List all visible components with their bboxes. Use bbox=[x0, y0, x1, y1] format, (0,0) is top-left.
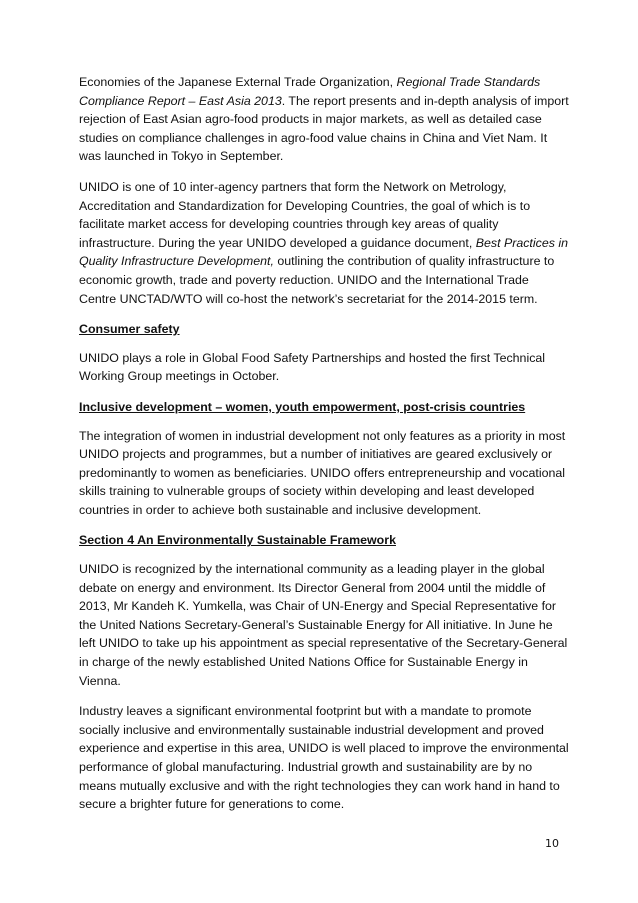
paragraph-industry-footprint: Industry leaves a significant environmental footprint but with a mandate to promote socially inclusive and environmentally sustainable industrial development and proved experience and expertise in this area, UNIDO is well placed to improve the environmental performance of global manufacturing. Industrial growth and sustainability are by no means mutually exclusive and with the right technologies they can work hand in hand to secure a brighter future for generations to come. bbox=[79, 704, 569, 812]
paragraph-metrology-network bbox=[79, 178, 569, 308]
paragraph-jetro-report bbox=[79, 73, 569, 166]
paragraph-text: Economies of the Japanese External Trade Organization, bbox=[79, 75, 397, 89]
heading-inclusive-development: Inclusive development – women, youth empowerment, post-crisis countries bbox=[79, 399, 526, 414]
document-body bbox=[79, 73, 569, 826]
paragraph-text: outlining the contribution of quality infrastructure to economic growth, trade and poverty reduction. UNIDO and the International Trade Centre UNCTAD/WTO will co-host the network’s secretariat for the 2014-2015 term. bbox=[79, 254, 555, 306]
paragraph-women-integration: The integration of women in industrial development not only features as a priority in most UNIDO projects and programmes, but a number of initiatives are geared exclusively or predominantly to women as beneficiaries. UNIDO offers entrepreneurship and vocational skills training to vulnerable groups of society within developing and least developed countries in order to achieve both sustainable and inclusive development. bbox=[79, 428, 566, 517]
heading-section-4: Section 4 An Environmentally Sustainable Framework bbox=[79, 533, 396, 548]
page-number: 10 bbox=[545, 837, 559, 850]
paragraph-food-safety: UNIDO plays a role in Global Food Safety Partnerships and hosted the first Technical Working Group meetings in October. bbox=[79, 350, 546, 384]
paragraph-text: UNIDO is one of 10 inter-agency partners that form the Network on Metrology, Accreditation and Standardization for Developing Countries, the goal of which is to facilitate market access for developing countries through key areas of quality infrastructure. During the year UNIDO developed a guidance document, bbox=[79, 179, 531, 250]
heading-consumer-safety: Consumer safety bbox=[79, 322, 180, 337]
guidance-document-title: Best Practices in Quality Infrastructure Development, bbox=[79, 235, 568, 269]
paragraph-energy-environment: UNIDO is recognized by the international community as a leading player in the global debate on energy and environment. Its Director General from 2004 until the middle of 2013, Mr Kandeh K. Yumkella, was Chair of UN-Energy and Special Representative for the United Nations Secretary-General’s Sustainable Energy for All initiative. In June he left UNIDO to take up his appointment as special representative of the Secretary-General in charge of the newly established United Nations Office for Sustainable Energy in Vienna. bbox=[79, 562, 568, 688]
report-title: Regional Trade Standards Compliance Report – East Asia 2013 bbox=[79, 75, 541, 108]
paragraph-text: . The report presents and in-depth analysis of import rejection of East Asian agro-food products in major markets, as well as detailed case studies on compliance challenges in agro-food value chains in China and Viet Nam. It was launched in Tokyo in September. bbox=[79, 93, 569, 164]
